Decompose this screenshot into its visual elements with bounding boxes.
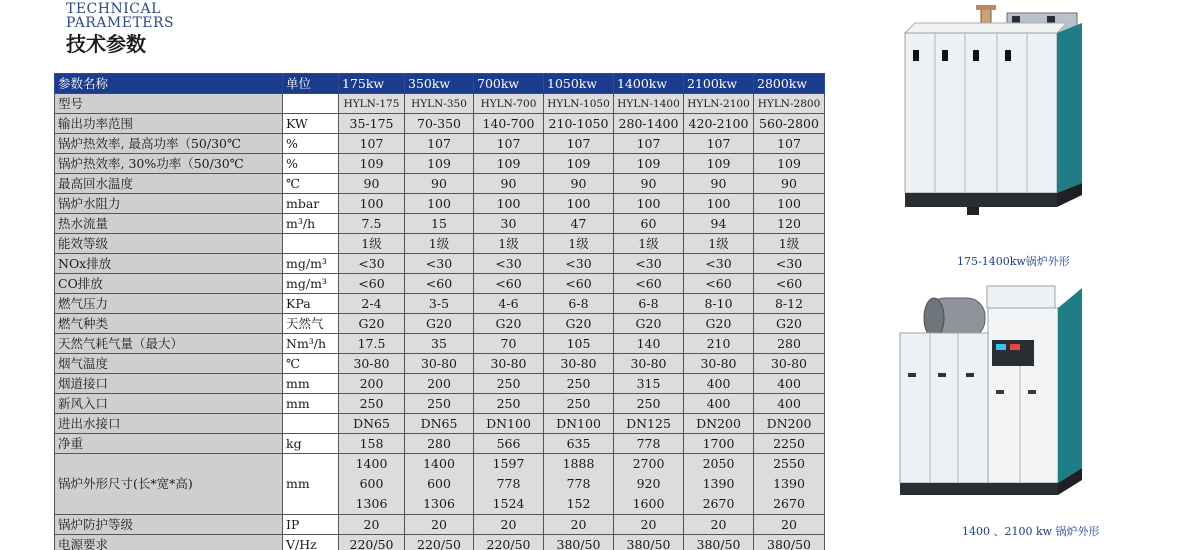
row-unit: mm (283, 394, 339, 414)
header-unit: 单位 (283, 74, 339, 94)
dimension-value: 1888 (562, 456, 595, 471)
header-power-col: 700kw (474, 74, 544, 94)
row-value: 107 (339, 134, 405, 154)
row-value: 280 (754, 334, 825, 354)
row-value: 1级 (614, 234, 684, 254)
table-row (55, 214, 825, 234)
row-value: 20 (544, 515, 614, 535)
row-value: 8-12 (754, 294, 825, 314)
dimension-value: 1597 (492, 456, 525, 471)
row-value: 2-4 (339, 294, 405, 314)
row-value: 30-80 (684, 354, 754, 374)
row-value: 220/50 (474, 535, 544, 550)
bottom-photo-caption: 1400 、2100 kw 锅炉外形 (962, 525, 1100, 538)
row-unit: % (283, 154, 339, 174)
header-power-col: 1400kw (614, 74, 684, 94)
row-value: 109 (614, 154, 684, 174)
dimension-value: 1400 (355, 456, 388, 471)
row-value: 107 (754, 134, 825, 154)
row-value: 109 (474, 154, 544, 174)
row-value: 120 (754, 214, 825, 234)
table-row (55, 194, 825, 214)
row-value: 220/50 (405, 535, 474, 550)
row-param-name: 锅炉防护等级 (55, 515, 283, 535)
row-param-name: 能效等级 (55, 234, 283, 254)
row-value: 250 (544, 394, 614, 414)
row-value: 250 (614, 394, 684, 414)
row-value: 109 (684, 154, 754, 174)
dimension-value: 1306 (355, 496, 388, 511)
row-param-name: 热水流量 (55, 214, 283, 234)
row-value: 400 (684, 374, 754, 394)
row-value: <60 (405, 274, 474, 294)
row-value: 107 (405, 134, 474, 154)
row-value-stack (754, 454, 825, 515)
row-value: HYLN-1400 (614, 94, 684, 114)
row-value: 17.5 (339, 334, 405, 354)
row-value: 100 (405, 194, 474, 214)
row-unit: mm (283, 374, 339, 394)
row-param-name: 净重 (55, 434, 283, 454)
row-value: 35-175 (339, 114, 405, 134)
row-value: DN200 (754, 414, 825, 434)
row-value: 250 (405, 394, 474, 414)
row-value-stack (614, 454, 684, 515)
row-value: <60 (684, 274, 754, 294)
row-value: 250 (474, 374, 544, 394)
row-value: 70 (474, 334, 544, 354)
row-value: 30 (474, 214, 544, 234)
row-value: G20 (544, 314, 614, 334)
row-value: 105 (544, 334, 614, 354)
row-value: 109 (405, 154, 474, 174)
row-value: 90 (544, 174, 614, 194)
row-value: <60 (474, 274, 544, 294)
title-en-line2: PARAMETERS (66, 15, 175, 31)
row-value: 6-8 (544, 294, 614, 314)
table-row (55, 535, 825, 550)
table-header-row (55, 74, 825, 94)
row-value: 1级 (544, 234, 614, 254)
row-value: 30-80 (405, 354, 474, 374)
row-unit: mbar (283, 194, 339, 214)
row-value: 778 (614, 434, 684, 454)
row-value: 107 (474, 134, 544, 154)
row-value: 30-80 (754, 354, 825, 374)
dimension-value: 152 (566, 496, 591, 511)
boiler-photo-large (892, 278, 1092, 508)
table-row (55, 334, 825, 354)
row-value: 400 (684, 394, 754, 414)
row-value: 250 (474, 394, 544, 414)
row-value: 60 (614, 214, 684, 234)
row-param-name: 电源要求 (55, 535, 283, 550)
row-value: 109 (754, 154, 825, 174)
row-value: 20 (684, 515, 754, 535)
row-value: DN100 (544, 414, 614, 434)
row-value-stack (474, 454, 544, 515)
row-unit: IP (283, 515, 339, 535)
row-value: 380/50 (754, 535, 825, 550)
row-value: 140-700 (474, 114, 544, 134)
row-unit: mm (283, 454, 339, 515)
row-param-name: 锅炉水阻力 (55, 194, 283, 214)
row-value: 566 (474, 434, 544, 454)
row-value: 90 (474, 174, 544, 194)
table-row (55, 394, 825, 414)
row-param-name: 燃气种类 (55, 314, 283, 334)
row-value-stack (405, 454, 474, 515)
dimension-value: 778 (566, 476, 591, 491)
row-value: 107 (614, 134, 684, 154)
table-row (55, 414, 825, 434)
row-value: 20 (474, 515, 544, 535)
row-value: DN65 (339, 414, 405, 434)
row-value: DN125 (614, 414, 684, 434)
row-value-stack (684, 454, 754, 515)
table-row (55, 114, 825, 134)
row-value: 380/50 (544, 535, 614, 550)
row-value: 420-2100 (684, 114, 754, 134)
dimension-value: 2670 (773, 496, 805, 511)
row-value-stack (339, 454, 405, 515)
row-value: 20 (614, 515, 684, 535)
row-value: 3-5 (405, 294, 474, 314)
row-value: 47 (544, 214, 614, 234)
row-value: G20 (339, 314, 405, 334)
row-value: <30 (544, 254, 614, 274)
row-value: 400 (754, 394, 825, 414)
parameters-table (54, 73, 825, 550)
row-value: G20 (474, 314, 544, 334)
row-value: 140 (614, 334, 684, 354)
row-unit: KPa (283, 294, 339, 314)
dimension-value: 2550 (773, 456, 805, 471)
row-value: 560-2800 (754, 114, 825, 134)
row-value: 400 (754, 374, 825, 394)
row-unit: m³/h (283, 214, 339, 234)
row-param-name: 天然气耗气量（最大） (55, 334, 283, 354)
row-value: 100 (684, 194, 754, 214)
title-en-line1: TECHNICAL (66, 1, 161, 17)
row-param-name: 新风入口 (55, 394, 283, 414)
row-value: 100 (754, 194, 825, 214)
row-value: G20 (754, 314, 825, 334)
table-row (55, 274, 825, 294)
dimension-value: 600 (359, 476, 384, 491)
table-row (55, 134, 825, 154)
row-param-name: 烟道接口 (55, 374, 283, 394)
row-value: HYLN-350 (405, 94, 474, 114)
row-value: 30-80 (474, 354, 544, 374)
row-unit: mg/m³ (283, 274, 339, 294)
table-row (55, 234, 825, 254)
dimension-value: 600 (427, 476, 451, 491)
row-value: <30 (405, 254, 474, 274)
row-unit (283, 414, 339, 434)
row-unit: ℃ (283, 174, 339, 194)
row-value: 280-1400 (614, 114, 684, 134)
header-param-name: 参数名称 (55, 74, 283, 94)
row-value: DN100 (474, 414, 544, 434)
dimension-value: 2670 (702, 496, 735, 511)
row-value: 109 (544, 154, 614, 174)
row-unit: ℃ (283, 354, 339, 374)
header-power-col: 1050kw (544, 74, 614, 94)
table-row (55, 94, 825, 114)
row-param-name: 锅炉外形尺寸(长*宽*高) (55, 454, 283, 515)
row-value: 20 (339, 515, 405, 535)
row-value: G20 (684, 314, 754, 334)
header-power-col: 2800kw (754, 74, 825, 94)
row-value: <30 (684, 254, 754, 274)
row-param-name: 最高回水温度 (55, 174, 283, 194)
dimension-value: 1400 (423, 456, 455, 471)
table-row (55, 354, 825, 374)
row-value: 635 (544, 434, 614, 454)
dimension-value: 920 (636, 476, 661, 491)
page-header (66, 2, 174, 55)
table-row (55, 515, 825, 535)
row-value: 1700 (684, 434, 754, 454)
row-param-name: 型号 (55, 94, 283, 114)
row-value: HYLN-2100 (684, 94, 754, 114)
table-row (55, 314, 825, 334)
row-value: DN200 (684, 414, 754, 434)
row-value: 210 (684, 334, 754, 354)
row-value: 107 (544, 134, 614, 154)
row-value: 90 (614, 174, 684, 194)
row-value: 7.5 (339, 214, 405, 234)
dimension-value: 1600 (632, 496, 665, 511)
row-value: 100 (474, 194, 544, 214)
table-row (55, 254, 825, 274)
table-row (55, 294, 825, 314)
dimension-value: 2050 (702, 456, 735, 471)
row-value: 94 (684, 214, 754, 234)
row-unit: % (283, 134, 339, 154)
row-unit: V/Hz (283, 535, 339, 550)
row-unit: Nm³/h (283, 334, 339, 354)
row-value: <30 (474, 254, 544, 274)
row-value: 1级 (474, 234, 544, 254)
row-param-name: 燃气压力 (55, 294, 283, 314)
header-power-col: 350kw (405, 74, 474, 94)
row-value: 1级 (339, 234, 405, 254)
row-value: 4-6 (474, 294, 544, 314)
row-value: <30 (754, 254, 825, 274)
row-value: 1级 (684, 234, 754, 254)
row-value: <30 (614, 254, 684, 274)
row-value: G20 (405, 314, 474, 334)
row-value: <60 (614, 274, 684, 294)
row-value: 30-80 (339, 354, 405, 374)
row-unit: mg/m³ (283, 254, 339, 274)
dimension-value: 1306 (423, 496, 455, 511)
dimension-value: 1390 (702, 476, 735, 491)
row-value: 109 (339, 154, 405, 174)
row-value: DN65 (405, 414, 474, 434)
row-param-name: CO排放 (55, 274, 283, 294)
row-value: 158 (339, 434, 405, 454)
row-param-name: 输出功率范围 (55, 114, 283, 134)
row-value: 315 (614, 374, 684, 394)
dimension-value: 778 (496, 476, 521, 491)
row-value: 200 (339, 374, 405, 394)
dimension-value: 1390 (773, 476, 805, 491)
row-value-stack (544, 454, 614, 515)
row-value: <60 (754, 274, 825, 294)
row-value: 20 (405, 515, 474, 535)
row-unit: kg (283, 434, 339, 454)
row-value: 20 (754, 515, 825, 535)
table-row-dimensions (55, 454, 825, 515)
row-value: 6-8 (614, 294, 684, 314)
row-value: G20 (614, 314, 684, 334)
row-value: 1级 (754, 234, 825, 254)
dimension-value: 1524 (492, 496, 525, 511)
row-value: 1级 (405, 234, 474, 254)
row-unit (283, 234, 339, 254)
row-value: <30 (339, 254, 405, 274)
row-param-name: 锅炉热效率, 最高功率（50/30℃ (55, 134, 283, 154)
row-param-name: NOx排放 (55, 254, 283, 274)
row-unit (283, 94, 339, 114)
table-row (55, 154, 825, 174)
table-row (55, 374, 825, 394)
row-value: HYLN-700 (474, 94, 544, 114)
row-value: 90 (754, 174, 825, 194)
title-cn: 技术参数 (66, 32, 146, 56)
row-value: 90 (405, 174, 474, 194)
row-value: 250 (544, 374, 614, 394)
row-value: 35 (405, 334, 474, 354)
row-value: HYLN-175 (339, 94, 405, 114)
top-photo-caption: 175-1400kw锅炉外形 (957, 255, 1070, 268)
row-value: <60 (339, 274, 405, 294)
row-value: 15 (405, 214, 474, 234)
dimension-value: 2700 (632, 456, 665, 471)
row-unit: 天然气 (283, 314, 339, 334)
table-row (55, 174, 825, 194)
row-value: 380/50 (684, 535, 754, 550)
row-value: HYLN-2800 (754, 94, 825, 114)
row-value: 280 (405, 434, 474, 454)
row-value: <60 (544, 274, 614, 294)
row-value: 8-10 (684, 294, 754, 314)
boiler-photo-small (897, 5, 1097, 220)
row-param-name: 进出水接口 (55, 414, 283, 434)
row-value: 70-350 (405, 114, 474, 134)
table-row (55, 434, 825, 454)
row-value: HYLN-1050 (544, 94, 614, 114)
row-param-name: 烟气温度 (55, 354, 283, 374)
row-value: 107 (684, 134, 754, 154)
row-value: 30-80 (614, 354, 684, 374)
row-value: 200 (405, 374, 474, 394)
header-power-col: 175kw (339, 74, 405, 94)
row-value: 2250 (754, 434, 825, 454)
row-param-name: 锅炉热效率, 30%功率（50/30℃ (55, 154, 283, 174)
row-value: 220/50 (339, 535, 405, 550)
header-power-col: 2100kw (684, 74, 754, 94)
row-value: 250 (339, 394, 405, 414)
row-value: 380/50 (614, 535, 684, 550)
row-value: 90 (339, 174, 405, 194)
row-value: 100 (614, 194, 684, 214)
row-value: 100 (544, 194, 614, 214)
row-value: 210-1050 (544, 114, 614, 134)
row-value: 30-80 (544, 354, 614, 374)
row-value: 100 (339, 194, 405, 214)
row-value: 90 (684, 174, 754, 194)
row-unit: KW (283, 114, 339, 134)
